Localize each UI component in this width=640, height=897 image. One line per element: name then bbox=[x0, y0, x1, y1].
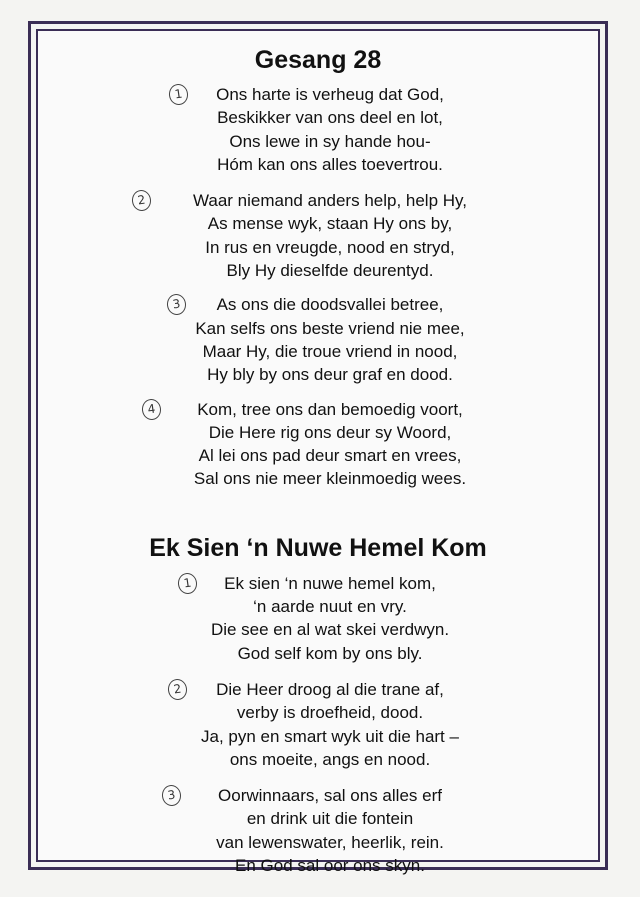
verse-number: 2 bbox=[167, 678, 189, 701]
verse-line: Sal ons nie meer kleinmoedig wees. bbox=[193, 469, 467, 489]
verse-number: 4 bbox=[141, 397, 163, 420]
hymn-sheet bbox=[36, 29, 600, 877]
verse-line: Hóm kan ons alles toevertrou. bbox=[217, 154, 443, 174]
verse-line: Oorwinnaars, sal ons alles erf bbox=[218, 786, 442, 806]
verse-line: Ons harte is verheug dat God, bbox=[216, 85, 444, 104]
verse-2 bbox=[36, 189, 600, 282]
verse-line: Ek sien ‘n nuwe hemel kom, bbox=[224, 573, 436, 593]
verse-line: Die Here rig ons deur sy Woord, bbox=[208, 422, 452, 442]
verse-line: Die Heer droog al die trane af, bbox=[216, 679, 444, 699]
verse-2 bbox=[36, 678, 600, 771]
hymn-title: Ek Sien ‘n Nuwe Hemel Kom bbox=[149, 533, 487, 562]
hymn-ek-sien-n-nuwe-hemel-kom bbox=[36, 533, 600, 878]
hymn-gesang-28 bbox=[36, 45, 600, 491]
verse-line: Al lei ons pad deur smart en vrees, bbox=[198, 446, 462, 466]
verse-number: 3 bbox=[161, 784, 183, 807]
verse-line: As mense wyk, staan Hy ons by, bbox=[207, 214, 453, 234]
verse-line: En God sal oor ons skyn. bbox=[235, 856, 425, 876]
verse-number: 3 bbox=[166, 293, 188, 316]
verse-line: en drink uit die fontein bbox=[246, 809, 414, 829]
verse-line: God self kom by ons bly. bbox=[237, 643, 423, 663]
verse-line: Kom, tree ons dan bemoedig voort, bbox=[197, 399, 463, 419]
verse-number: 1 bbox=[177, 572, 199, 595]
verse-line: Waar niemand anders help, help Hy, bbox=[192, 191, 468, 211]
verse-line: ons moeite, angs en nood. bbox=[229, 749, 431, 769]
verse-3 bbox=[36, 293, 600, 386]
verse-line: van lewenswater, heerlik, rein. bbox=[216, 832, 444, 852]
verse-line: Hy bly by ons deur graf en dood. bbox=[207, 365, 453, 385]
verse-3 bbox=[36, 784, 600, 877]
verse-1 bbox=[36, 83, 600, 176]
hymn-title: Gesang 28 bbox=[254, 46, 382, 74]
verse-line: Bly Hy dieselfde deurentyd. bbox=[226, 261, 434, 281]
verse-1 bbox=[36, 572, 600, 665]
verse-line: Ons lewe in sy hande hou- bbox=[229, 131, 431, 151]
verse-line: Beskikker van ons deel en lot, bbox=[217, 108, 443, 128]
verse-4 bbox=[36, 398, 600, 491]
verse-number: 1 bbox=[168, 83, 190, 106]
verse-line: As ons die doodsvallei betree, bbox=[216, 295, 444, 315]
verse-number: 2 bbox=[131, 189, 153, 212]
verse-line: Maar Hy, die troue vriend in nood, bbox=[202, 341, 458, 361]
verse-line: verby is droefheid, dood. bbox=[236, 703, 424, 723]
verse-line: Ja, pyn en smart wyk uit die hart – bbox=[201, 726, 459, 746]
verse-line: Die see en al wat skei verdwyn. bbox=[210, 620, 450, 640]
verse-line: ‘n aarde nuut en vry. bbox=[253, 597, 407, 617]
verse-line: Kan selfs ons beste vriend nie mee, bbox=[195, 318, 465, 338]
verse-line: In rus en vreugde, nood en stryd, bbox=[205, 237, 455, 257]
